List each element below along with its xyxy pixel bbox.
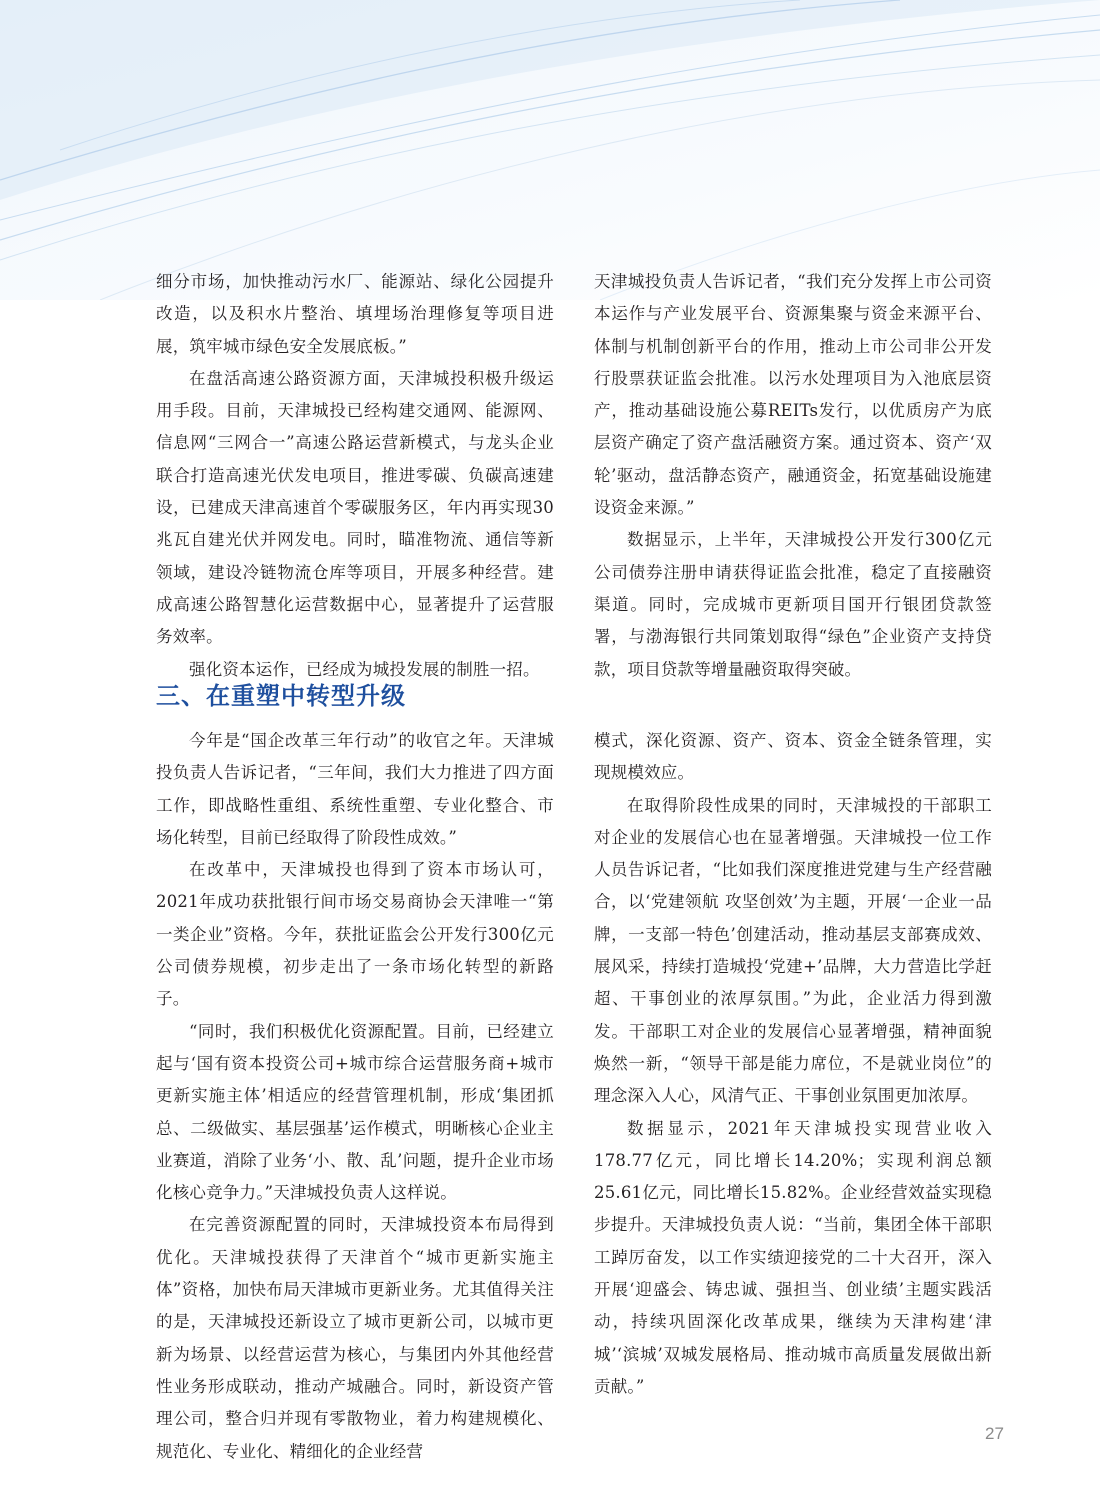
decorative-wave-background: [0, 0, 1100, 300]
paragraph: 强化资本运作，已经成为城投发展的制胜一招。: [189, 659, 540, 679]
paragraph: 在完善资源配置的同时，天津城投资本布局得到优化。天津城投获得了天津首个“城市更新实施主体”资格，加快布局天津城市更新业务。尤其值得关注的是，天津城投还新设立了城市更新公司，以城市更新为场景、以经营运营为核心，与集团内外其他经营性业务形成联动，推动产城融合。同时，新设资产管理公司，整合归并现有零散物业，着力构建规模化、规范化、专业化、精细化的企业经营: [156, 1215, 554, 1461]
paragraph: 在改革中，天津城投也得到了资本市场认可，2021年成功获批银行间市场交易商协会天津唯一“第一类企业”资格。今年，获批证监会公开发行300亿元公司债券规模，初步走出了一条市场化转型的新路子。: [156, 860, 554, 1009]
paragraph: 细分市场，加快推动污水厂、能源站、绿化公园提升改造，以及积水片整治、填埋场治理修复等项目进展，筑牢城市绿色安全发展底板。”: [156, 272, 554, 356]
article-column-bottom-left: [156, 725, 554, 1468]
article-column-top-left: [156, 266, 554, 686]
article-column-top-right: [594, 266, 992, 686]
paragraph: 在盘活高速公路资源方面，天津城投积极升级运用手段。目前，天津城投已经构建交通网、能源网、信息网“三网合一”高速公路运营新模式，与龙头企业联合打造高速光伏发电项目，推进零碳、负碳高速建设，已建成天津高速首个零碳服务区，年内再实现30兆瓦自建光伏并网发电。同时，瞄准物流、通信等新领域，建设冷链物流仓库等项目，开展多种经营。建成高速公路智慧化运营数据中心，显著提升了运营服务效率。: [156, 368, 554, 647]
article-column-bottom-right: [594, 725, 992, 1403]
paragraph: 数据显示，2021年天津城投实现营业收入178.77亿元，同比增长14.20%；实现利润总额25.61亿元，同比增长15.82%。企业经营效益实现稳步提升。天津城投负责人说：“当前，集团全体干部职工踔厉奋发，以工作实绩迎接党的二十大召开，深入开展‘迎盛会、铸忠诚、强担当、创业绩’主题实践活动，持续巩固深化改革成果，继续为天津构建‘津城’‘滨城’双城发展格局、推动城市高质量发展做出新贡献。”: [594, 1118, 992, 1396]
paragraph: 数据显示，上半年，天津城投公开发行300亿元公司债券注册申请获得证监会批准，稳定了直接融资渠道。同时，完成城市更新项目国开行银团贷款签署，与渤海银行共同策划取得“绿色”企业资产支持贷款，项目贷款等增量融资取得突破。: [594, 530, 992, 679]
paragraph: 在取得阶段性成果的同时，天津城投的干部职工对企业的发展信心也在显著增强。天津城投一位工作人员告诉记者，“比如我们深度推进党建与生产经营融合，以‘党建领航 攻坚创效’为主题，开展‘一企业一品牌，一支部一特色’创建活动，推动基层支部赛成效、展风采，持续打造城投‘党建+’品牌，大力营造比学赶超、干事创业的浓厚氛围。”为此，企业活力得到激发。干部职工对企业的发展信心显著增强，精神面貌焕然一新，“领导干部是能力席位，不是就业岗位”的理念深入人心，风清气正、干事创业氛围更加浓厚。: [594, 795, 992, 1106]
paragraph: “同时，我们积极优化资源配置。目前，已经建立起与‘国有资本投资公司+城市综合运营服务商+城市更新实施主体’相适应的经营管理机制，形成‘集团抓总、二级做实、基层强基’运作模式，明晰核心企业主业赛道，消除了业务‘小、散、乱’问题，提升企业市场化核心竞争力。”天津城投负责人这样说。: [156, 1021, 554, 1203]
paragraph: 今年是“国企改革三年行动”的收官之年。天津城投负责人告诉记者，“三年间，我们大力推进了四方面工作，即战略性重组、系统性重塑、专业化整合、市场化转型，目前已经取得了阶段性成效。”: [156, 731, 554, 847]
paragraph: 模式，深化资源、资产、资本、资金全链条管理，实现规模效应。: [594, 731, 992, 783]
page-number: 27: [985, 1424, 1004, 1443]
paragraph: 天津城投负责人告诉记者，“我们充分发挥上市公司资本运作与产业发展平台、资源集聚与资金来源平台、体制与机制创新平台的作用，推动上市公司非公开发行股票获证监会批准。以污水处理项目为入池底层资产，推动基础设施公募REITs发行，以优质房产为底层资产确定了资产盘活融资方案。通过资本、资产‘双轮’驱动，盘活静态资产，融通资金，拓宽基础设施建设资金来源。”: [594, 272, 992, 518]
section-title: 三、在重塑中转型升级: [156, 682, 406, 710]
